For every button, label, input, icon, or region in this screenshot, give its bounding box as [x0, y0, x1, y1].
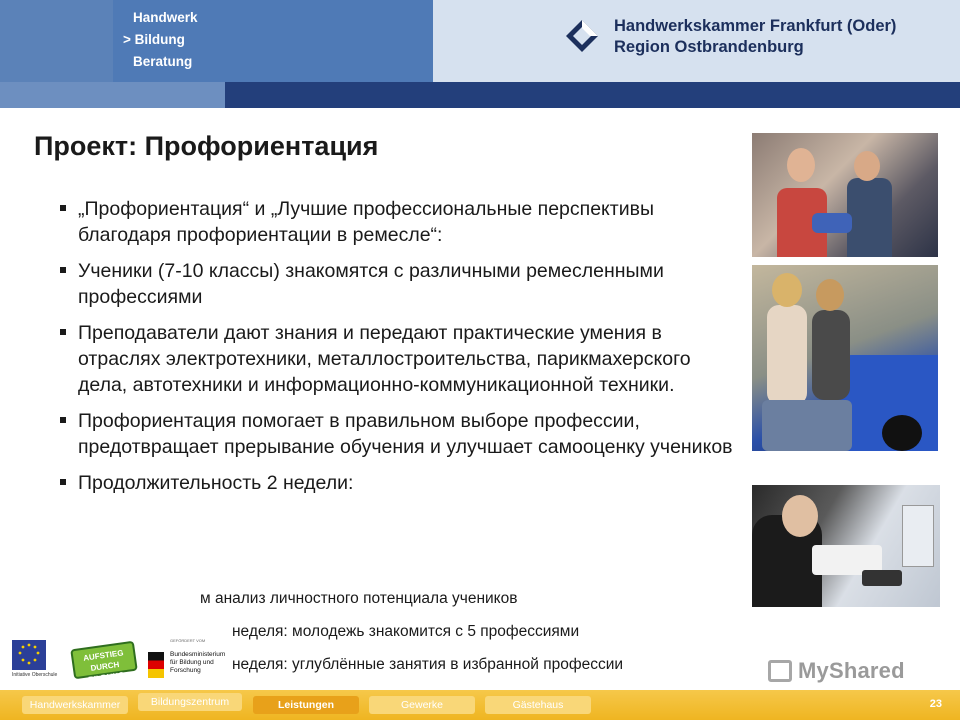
footer-nav [0, 690, 960, 720]
tab-gaestehaus[interactable]: Gästehaus [485, 696, 591, 714]
bullet-item [56, 470, 736, 496]
header-left-block [0, 0, 113, 82]
eu-initiative-logo [12, 640, 62, 682]
bmbf-funded-label: GEFÖRDERT VOM [170, 638, 206, 643]
bullet-item [56, 408, 736, 460]
header-menu [113, 0, 433, 82]
bullet-text: Профориентация помогает в правильном выборе профессии, предотвращает прерывание обучения и улучшает самооценку учеников [78, 410, 733, 458]
org-name-line2: Region Ostbrandenburg [614, 38, 804, 56]
org-name-line1: Handwerkskammer Frankfurt (Oder) [614, 17, 897, 35]
menu-item-handwerk[interactable]: Handwerk [133, 10, 198, 25]
tab-leistungen[interactable]: Leistungen [253, 696, 359, 714]
eu-caption: Initiative Oberschule [12, 672, 58, 678]
page-number: 23 [929, 698, 942, 710]
sub-item-week1: неделя: молодежь знакомится с 5 профессиями [232, 623, 580, 640]
bullet-text: „Профориентация“ и „Лучшие профессиональные перспективы благодаря профориентации в ремесле“: [78, 198, 654, 246]
photo-girls-car [752, 265, 938, 451]
bullet-square-icon [60, 417, 66, 423]
photo-computer-class [752, 485, 940, 607]
header-strip-dark [225, 82, 960, 108]
chevron-right-icon: > [123, 32, 131, 47]
german-flag-eagle-icon [148, 652, 164, 678]
sub-item-analysis: м анализ личностного потенциала учеников [200, 590, 518, 607]
bullet-text: Ученики (7-10 классы) знакомятся с различными ремесленными профессиями [78, 260, 664, 308]
bullet-item [56, 196, 736, 248]
bullet-text: Продолжительность 2 недели: [78, 472, 354, 494]
menu-item-bildung-label: Bildung [134, 32, 185, 47]
bullet-list [56, 196, 736, 506]
bullet-square-icon [60, 329, 66, 335]
handwerkskammer-logo-icon [565, 19, 599, 53]
bullet-item [56, 258, 736, 310]
tab-gewerke[interactable]: Gewerke [369, 696, 475, 714]
slide-title: Проект: Профориентация [34, 131, 379, 161]
bmbf-logo [148, 638, 228, 684]
myshared-logo-icon [768, 660, 792, 682]
bmbf-name: Bundesministerium für Bildung und Forschung [170, 651, 226, 674]
header-strip-light [0, 82, 225, 108]
photo-students-hairdressing [752, 133, 938, 257]
aufstieg-durch-bildung-badge: AUFSTIEG DURCH BILDUNG [70, 641, 138, 680]
tab-bildungszentrum[interactable]: Bildungszentrum [138, 693, 242, 711]
bullet-text: Преподаватели дают знания и передают практические умения в отраслях электротехники, металлостроительства, парикмахерского дела, автотехники и информационно-коммуникационной техники. [78, 322, 691, 396]
bullet-square-icon [60, 479, 66, 485]
myshared-watermark: MyShared [798, 658, 905, 683]
eu-flag-icon [12, 640, 46, 670]
sub-item-week2: неделя: углублённые занятия в избранной профессии [232, 656, 624, 673]
menu-item-bildung[interactable] [123, 32, 185, 47]
bullet-item [56, 320, 736, 398]
bullet-square-icon [60, 205, 66, 211]
bullet-square-icon [60, 267, 66, 273]
tab-handwerkskammer[interactable]: Handwerkskammer [22, 696, 128, 714]
menu-item-beratung[interactable]: Beratung [133, 54, 193, 69]
